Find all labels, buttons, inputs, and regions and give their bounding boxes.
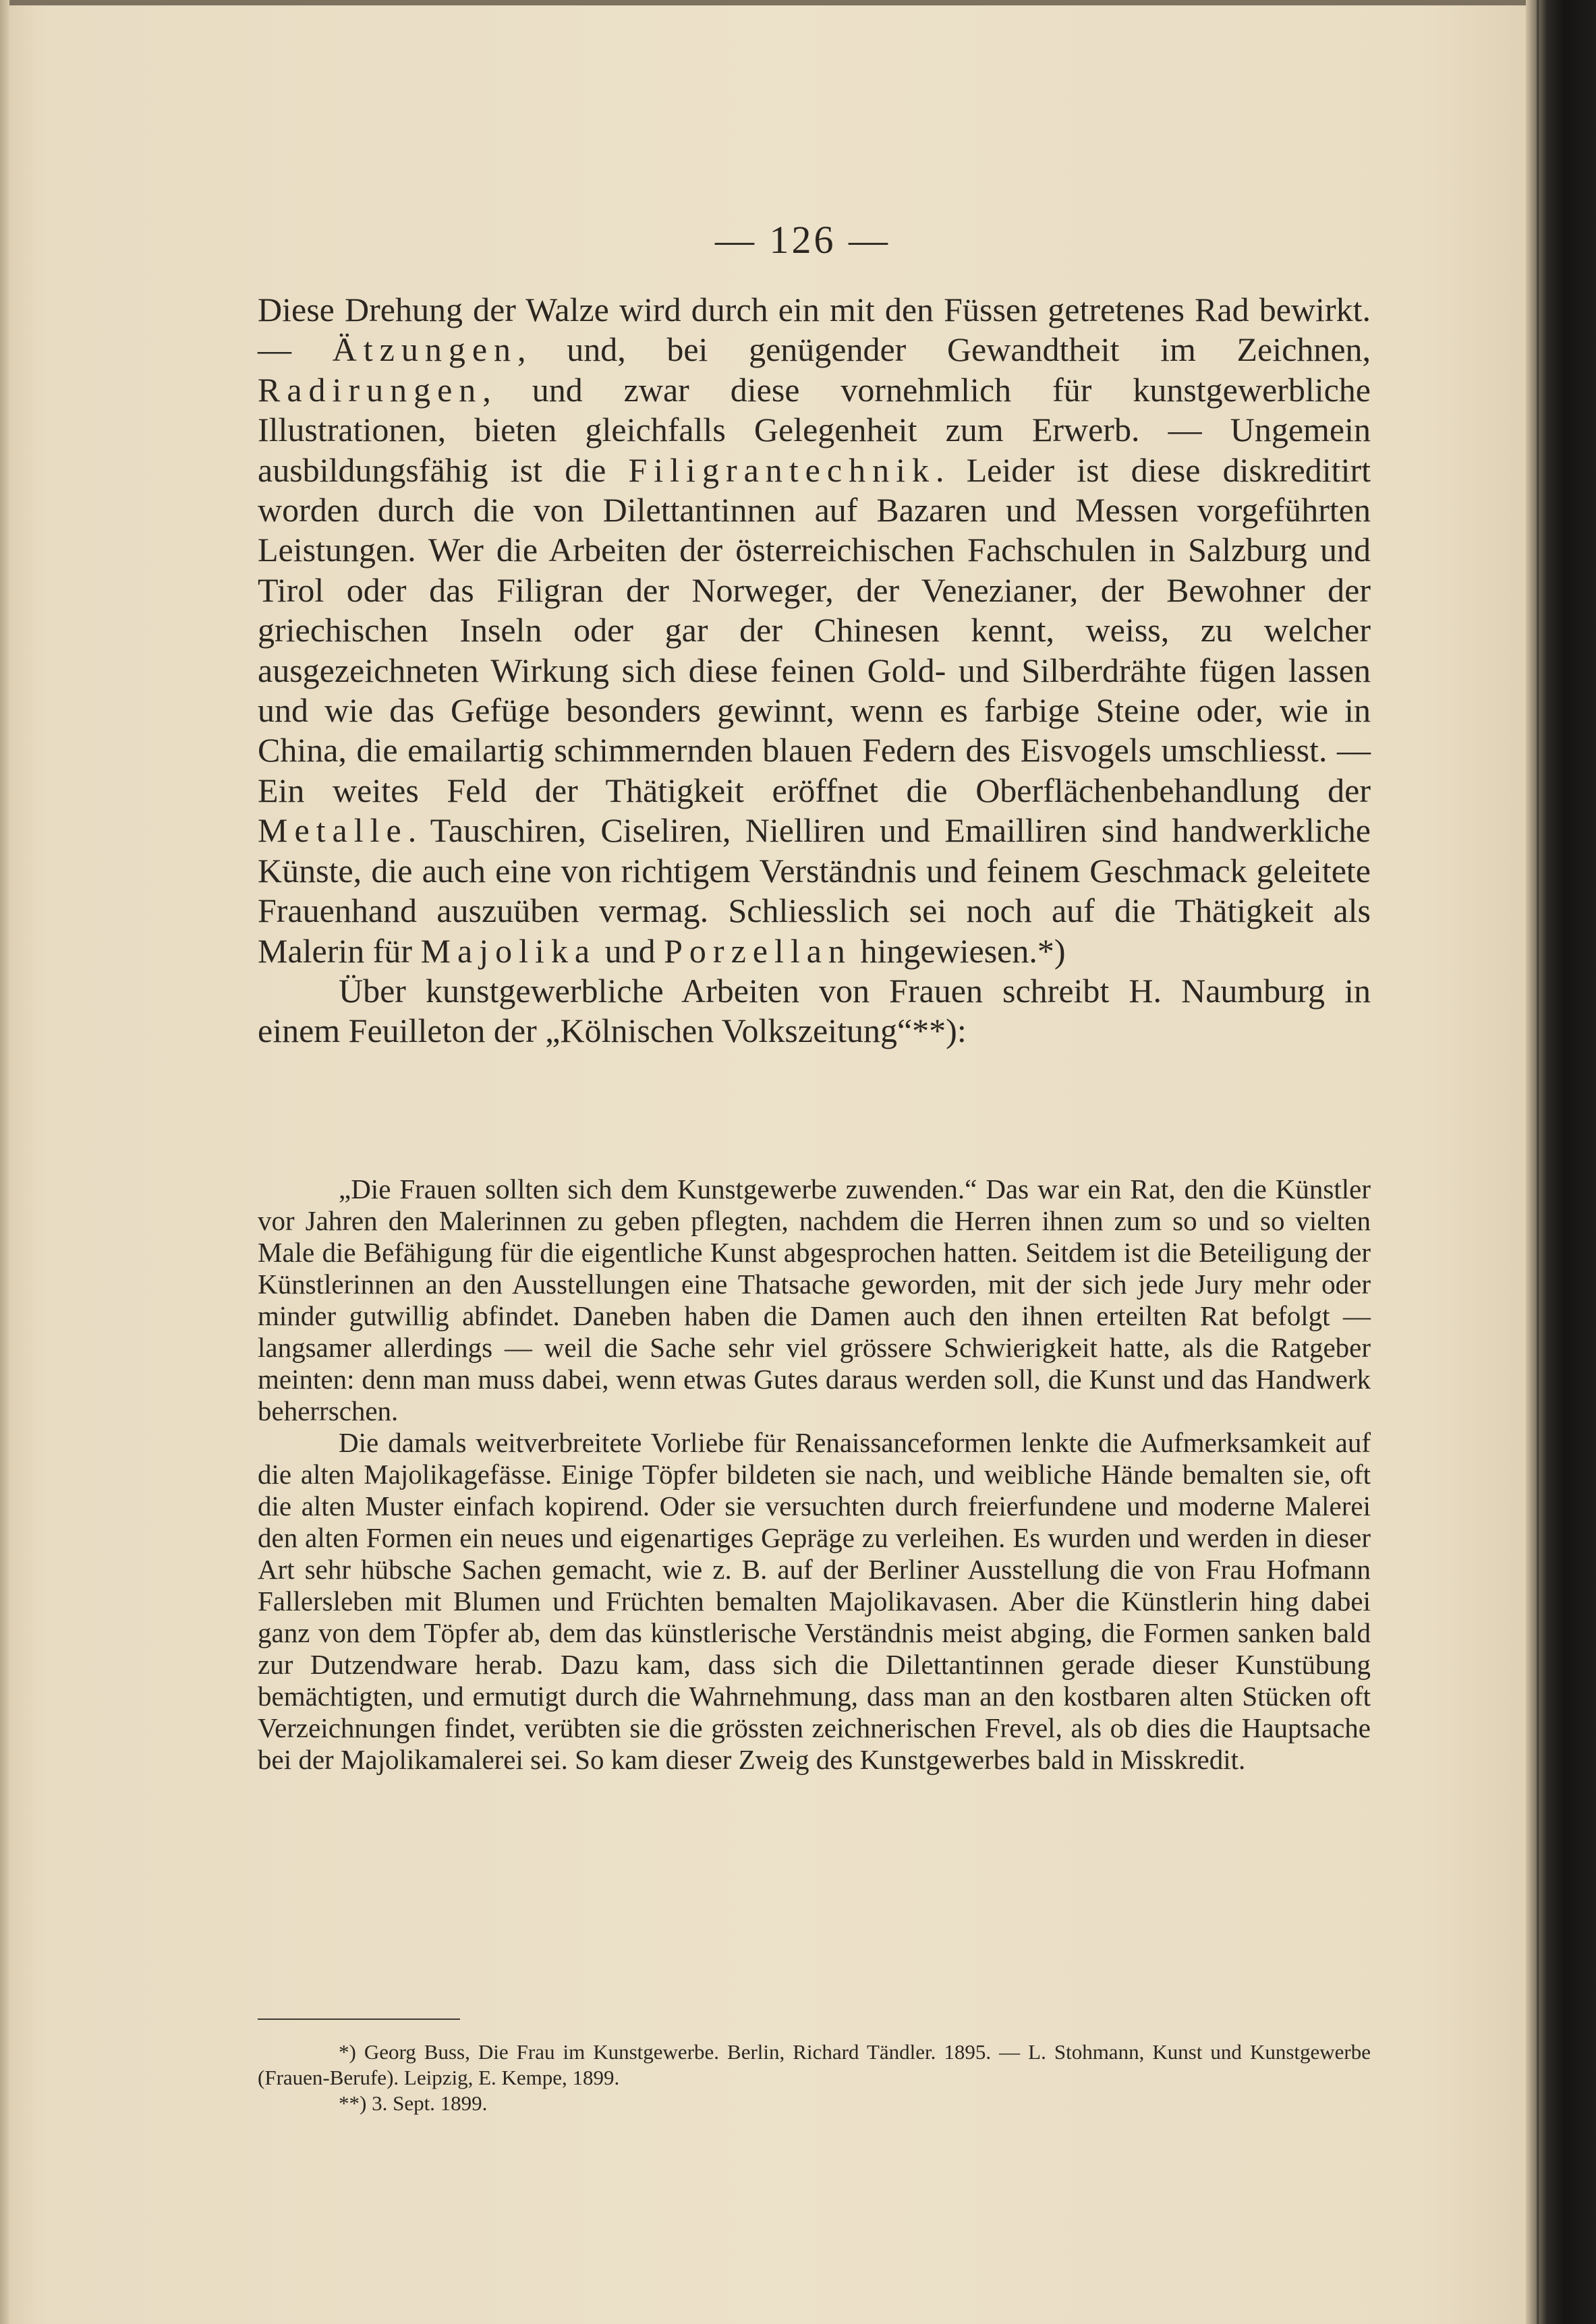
page-left-edge xyxy=(0,0,9,2324)
text-run: . Leider ist diese diskreditirt worden durch die von Dilettantinnen auf Bazaren und Messen vorgeführten Leistungen. Wer die Arbeiten der österreichischen Fachschulen in Salzburg und Tirol oder das Filigran der Norweger, der Venezianer, der Bewohner der griechischen Inseln oder gar der Chinesen kennt, weiss, zu welcher ausgezeichneten Wirkung sich diese feinen Gold- und Silberdrähte fügen lassen und wie das Gefüge besonders gewinnt, wenn es farbige Steine oder, wie in China, die emailartig schimmernden blauen Federn des Eisvogels umschliesst. — Ein weites Feld der Thätigkeit eröffnet die Oberflächenbehandlung der xyxy=(258,451,1371,809)
spaced-term: Radirungen xyxy=(258,370,483,409)
main-text xyxy=(258,290,1371,1051)
spaced-term: Metalle xyxy=(258,811,408,850)
spaced-term: Porzellan xyxy=(664,931,852,970)
text-run: hingewiesen.*) xyxy=(851,931,1066,970)
text-run: und xyxy=(596,931,664,970)
paragraph-1 xyxy=(258,290,1371,971)
footnote-rule xyxy=(258,2018,460,2020)
spaced-term: Ätzungen xyxy=(332,330,518,369)
spaced-term: Majolika xyxy=(420,931,597,970)
quote-paragraph-1: „Die Frauen sollten sich dem Kunstgewerbe zuwenden.“ Das war ein Rat, den die Künstler vor Jahren den Malerinnen zu geben pflegten, nachdem die Herren ihnen zum so und so vielten Male die Befähigung für die eigentliche Kunst abgesprochen hatten. Seitdem ist die Beteiligung der Künstlerinnen an den Ausstellungen eine Thatsache geworden, mit der sich jede Jury mehr oder minder gutwillig abfindet. Daneben haben die Damen auch den ihnen erteilten Rat befolgt — langsamer allerdings — weil die Sache sehr viel grössere Schwierigkeit hatte, als die Ratgeber meinten: denn man muss dabei, wenn etwas Gutes daraus werden soll, die Kunst und das Handwerk beherrschen. xyxy=(258,1173,1371,1426)
page-number: — 126 — xyxy=(715,218,890,262)
quote-block xyxy=(258,1173,1371,1776)
spaced-term: Filigrantechnik xyxy=(628,451,936,489)
text-run: , und, bei genügender Gewandtheit im Zeichnen, xyxy=(517,330,1371,369)
binding-edge xyxy=(1537,0,1539,2324)
text-run: . Tauschiren, Ciseliren, Nielliren und Emailliren sind handwerkliche Künste, die auch eine von richtigem Verständnis und feinem Geschmack geleitete Frauenhand auszuüben vermag. Schliesslich sei noch auf die Thätigkeit als Malerin für xyxy=(258,811,1371,970)
text-run: , und zwar diese vornehmlich für kunstgewerbliche Illustrationen, bieten gleichfalls Gelegenheit zum Erwerb. — Ungemein ausbildungsfähig ist die xyxy=(258,370,1371,489)
paragraph-2: Über kunstgewerbliche Arbeiten von Frauen schreibt H. Naumburg in einem Feuilleton der „Kölnischen Volkszeitung“**): xyxy=(258,971,1371,1050)
quote-paragraph-2: Die damals weitverbreitete Vorliebe für Renaissanceformen lenkte die Aufmerksamkeit auf die alten Majolikagefässe. Einige Töpfer bildeten sie nach, und weibliche Hände bemalten sie, oft die alten Muster einfach kopirend. Oder sie versuchten durch freierfundene und moderne Malerei den alten Formen ein neues und eigenartiges Gepräge zu verleihen. Es wurden und werden in dieser Art sehr hübsche Sachen gemacht, wie z. B. auf der Berliner Ausstellung die von Frau Hofmann Fallersleben mit Blumen und Früchten bemalten Majolikavasen. Aber die Künstlerin hing dabei ganz von dem Töpfer ab, dem das künstlerische Verständnis meist abging, die Formen sanken bald zur Dutzendware herab. Dazu kam, dass sich die Dilettantinnen gerade dieser Kunstübung bemächtigten, und ermutigt durch die Wahrnehmung, dass man an den kostbaren alten Stücken oft Verzeichnungen findet, verübten sie die grössten zeichnerischen Frevel, als ob dies die Hauptsache bei der Majolikamalerei sei. So kam dieser Zweig des Kunstgewerbes bald in Misskredit. xyxy=(258,1427,1371,1775)
footnote-2: **) 3. Sept. 1899. xyxy=(339,2091,488,2115)
text-run: Diese Drehung der Walze wird durch ein mit den Füssen getretenes Rad bewirkt. — xyxy=(258,291,1371,369)
footnotes xyxy=(258,2039,1371,2116)
page-top-edge xyxy=(0,0,1545,5)
footnote-1: *) Georg Buss, Die Frau im Kunstgewerbe. Berlin, Richard Tändler. 1895. — L. Stohmann, Kunst und Kunstgewerbe (Frauen-Berufe). Leipzig, E. Kempe, 1899. xyxy=(258,2040,1371,2089)
